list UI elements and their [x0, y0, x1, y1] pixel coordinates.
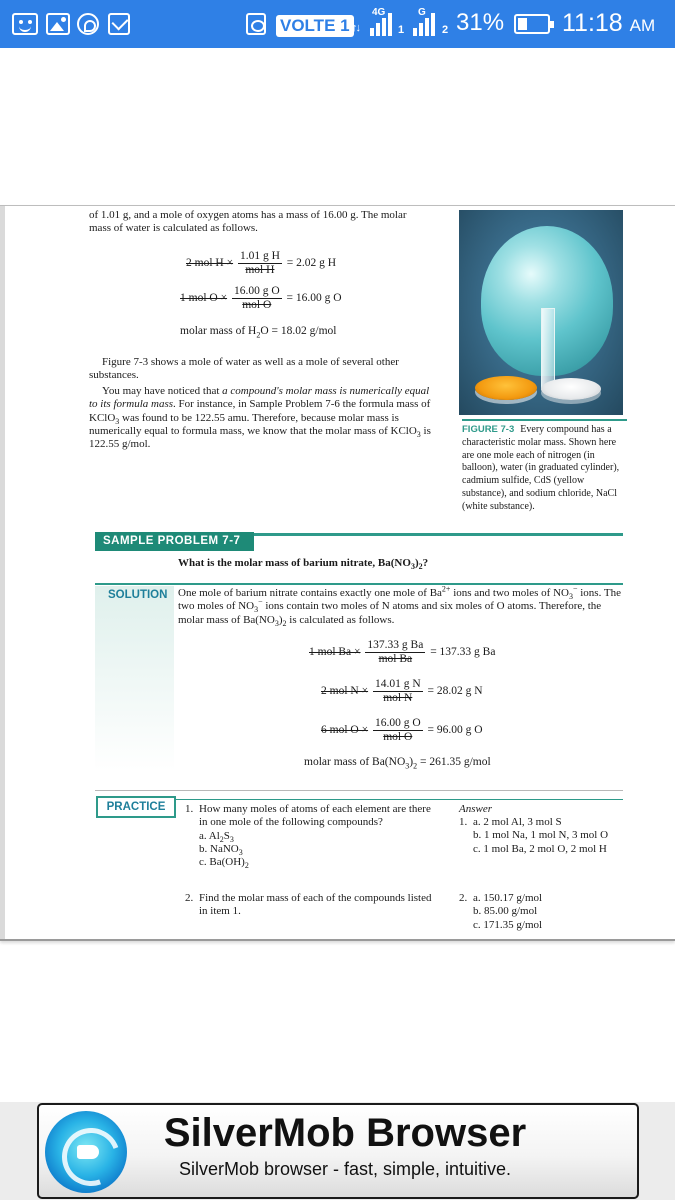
status-bar [0, 0, 675, 48]
gallery-notification-icon [46, 13, 70, 35]
solution-d: ions contain two moles of N atoms and six moles of O atoms. Therefore, the molar mass of Ba(NO [178, 600, 602, 626]
para2-b: . For instance, in Sample Problem 7-6 the formula mass of KClO [89, 398, 431, 424]
molar-mass-barium-nitrate [304, 756, 491, 769]
solution-text [178, 584, 623, 628]
equation-hydrogen [186, 250, 336, 277]
question-1-number: 1. [185, 803, 194, 815]
solution-label: SOLUTION [108, 589, 168, 601]
page-edge [0, 206, 5, 939]
data-activity-icon: ↑↓ [352, 22, 359, 34]
volte-badge: VOLTE 1 [276, 15, 354, 37]
document-viewer[interactable] [0, 48, 675, 1102]
seq2-left: 2 mol N × [321, 685, 369, 698]
sample-problem-label: SAMPLE PROBLEM 7-7 [95, 532, 254, 551]
solution-b: ions and two moles of NO [450, 587, 569, 599]
sim2-network-type: G [418, 7, 426, 18]
q1c-pre: c. Ba(OH) [199, 856, 245, 869]
clock-ampm: AM [629, 16, 656, 35]
answer-1-a: a. 2 mol Al, 3 mol S [473, 816, 562, 828]
eq1-numerator: 1.01 g H [239, 250, 280, 262]
q1c-sub: 2 [244, 861, 249, 871]
equation-oxygen [180, 285, 342, 312]
answer-2-number: 2. [459, 892, 468, 904]
seq1-result: = 137.33 g Ba [430, 646, 496, 659]
practice-label: PRACTICE [96, 796, 176, 818]
q1a-sub2: 3 [229, 834, 234, 844]
seq3-fraction [373, 717, 423, 744]
question-1 [199, 803, 439, 869]
clock [562, 9, 655, 38]
q1b-sub: 3 [238, 848, 243, 858]
seq4-sub2: 2 [413, 761, 418, 771]
answer-1-c: c. 1 mol Ba, 2 mol O, 2 mol H [473, 842, 607, 855]
paragraph-molar-mass [89, 385, 433, 451]
mail-notification-icon [108, 13, 130, 35]
seq2-denominator: mol N [373, 691, 423, 705]
seq2-numerator: 14.01 g N [374, 678, 421, 690]
sim2-index: 2 [442, 24, 449, 36]
sim-icon [246, 13, 266, 35]
seq1-fraction [365, 639, 425, 666]
seq1-denominator: mol Ba [365, 652, 425, 666]
question-1-text: How many moles of atoms of each element are there in one mole of the following compounds? [199, 803, 431, 829]
question-2-text: Find the molar mass of each of the compounds listed in item 1. [199, 892, 432, 918]
seq3-result: = 96.00 g O [427, 724, 483, 737]
solution-c: ions. The two moles of NO [178, 587, 621, 613]
question-sub: 3 [410, 562, 415, 572]
eq2-result: = 16.00 g O [286, 292, 342, 305]
sodium-chloride-dish-image [541, 378, 601, 400]
para2-a: You may have noticed that [102, 385, 223, 397]
eq3-suffix: O = 18.02 g/mol [260, 325, 337, 337]
seq4-suffix: = 261.35 g/mol [417, 756, 491, 768]
eq1-result: = 2.02 g H [286, 257, 337, 270]
answer-2-a: a. 150.17 g/mol [473, 892, 543, 904]
eq2-numerator: 16.00 g O [233, 285, 280, 297]
para2-sub2: 3 [416, 430, 421, 440]
solution-sub: 3 [568, 592, 573, 602]
equation-nitrogen [321, 678, 483, 705]
seq2-fraction [373, 678, 423, 705]
figure-label: FIGURE 7-3 [462, 424, 515, 435]
answer-2-c: c. 171.35 g/mol [473, 918, 543, 931]
silvermob-logo-icon [45, 1111, 127, 1193]
figure-caption-text: Every compound has a characteristic molar mass. Shown here are one mole each of nitrogen (in balloon), water (in graduated cylinder), cadmium sulfide, CdS (yellow substance), and sodium chloride, NaCl (white substance). [462, 424, 620, 512]
solution-e: ) [278, 613, 283, 626]
seq2-result: = 28.02 g N [427, 685, 483, 698]
question-1-a [199, 830, 439, 843]
ad-title: SilverMob Browser [163, 1111, 527, 1155]
seq1-numerator: 137.33 g Ba [367, 639, 424, 651]
solution-sub2: 3 [254, 605, 259, 615]
seq4-prefix: molar mass of Ba(NO [304, 756, 406, 768]
para2-italic: a compound's molar mass is numerically equal to its formula mass [89, 385, 430, 411]
answer-label: Answer [459, 803, 492, 815]
face-notification-icon [12, 13, 38, 35]
whatsapp-notification-icon [77, 13, 99, 35]
intro-text [89, 209, 454, 236]
seq3-left: 6 mol O × [321, 724, 369, 737]
graduated-cylinder-image [541, 308, 555, 390]
solution-tab [95, 586, 174, 771]
q1b-pre: b. NaNO [199, 842, 239, 855]
seq4-mid: ) [409, 756, 414, 768]
sim1-index: 1 [398, 24, 405, 36]
eq1-fraction [238, 250, 282, 277]
question-a: What is the molar mass of barium nitrate, Ba(NO [178, 557, 411, 569]
intro-line-2: mass of water is calculated as follows. [89, 222, 258, 235]
eq1-left: 2 mol H × [186, 257, 234, 270]
seq1-left: 1 mol Ba × [309, 646, 361, 659]
silvermob-ad-banner[interactable] [37, 1103, 639, 1199]
solution-sup3: − [258, 597, 263, 607]
signal-sim2-icon [413, 12, 435, 36]
molar-mass-water [180, 325, 336, 338]
figure-caption [462, 419, 627, 514]
clock-time: 11:18 [562, 9, 623, 37]
para2-c: was found to be 122.55 amu. Therefore, because molar mass is numerically equal to formula mass, we know that the molar mass of KClO [89, 411, 417, 437]
para2-sub: 3 [115, 416, 120, 426]
battery-percent: 31% [456, 9, 505, 36]
solution-sub3: 3 [274, 618, 279, 628]
eq2-denominator: mol O [232, 298, 282, 312]
question-c: ? [422, 557, 429, 569]
solution-sup: 2+ [441, 584, 451, 594]
sim1-network-type: 4G [372, 7, 386, 18]
sample-problem-bottom-rule [95, 790, 623, 791]
solution-a: One mole of barium nitrate contains exactly one mole of Ba [178, 587, 442, 599]
answer-2-b: b. 85.00 g/mol [473, 905, 538, 918]
question-b: ) [414, 557, 419, 569]
answer-1-number: 1. [459, 816, 468, 828]
paragraph-figure-ref: Figure 7-3 shows a mole of water as well as a mole of several other substances. [89, 356, 399, 382]
intro-line-1: of 1.01 g, and a mole of oxygen atoms has a mass of 16.00 g. The molar [89, 209, 407, 221]
seq4-sub: 3 [405, 761, 410, 771]
battery-icon [514, 14, 550, 34]
eq3-prefix: molar mass of H [180, 325, 257, 337]
solution-f: is calculated as follows. [286, 613, 395, 626]
textbook-page [0, 205, 675, 941]
q1a-sub: 2 [219, 834, 224, 844]
signal-sim1-icon [370, 12, 392, 36]
answer-1 [473, 816, 633, 856]
seq3-numerator: 16.00 g O [374, 717, 421, 729]
question-sub2: 2 [418, 562, 423, 572]
para2-d: is 122.55 g/mol. [89, 424, 431, 451]
question-1-c [199, 856, 439, 869]
solution-sup2: − [572, 584, 578, 594]
answer-1-b: b. 1 mol Na, 1 mol N, 3 mol O [473, 829, 609, 842]
figure-photo [459, 210, 623, 415]
cadmium-sulfide-dish-image [475, 376, 537, 400]
battery-level [518, 18, 527, 30]
eq2-left: 1 mol O × [180, 292, 228, 305]
question-1-b [199, 843, 439, 856]
solution-rule [95, 583, 623, 585]
equation-barium [309, 639, 495, 666]
q1a-pre: a. Al [199, 829, 220, 842]
eq2-fraction [232, 285, 282, 312]
practice-rule [176, 799, 623, 800]
ad-subtitle: SilverMob browser - fast, simple, intuitive. [178, 1159, 512, 1179]
answer-2 [473, 892, 623, 932]
equation-oxygen-nitrate [321, 717, 483, 744]
seq3-denominator: mol O [373, 730, 423, 744]
sample-problem-question [178, 557, 429, 572]
eq3-sub: 2 [256, 330, 261, 340]
q1a-mid: S [223, 829, 230, 842]
solution-sub4: 2 [282, 618, 287, 628]
eq1-denominator: mol H [238, 263, 282, 277]
question-2-number: 2. [185, 892, 194, 904]
